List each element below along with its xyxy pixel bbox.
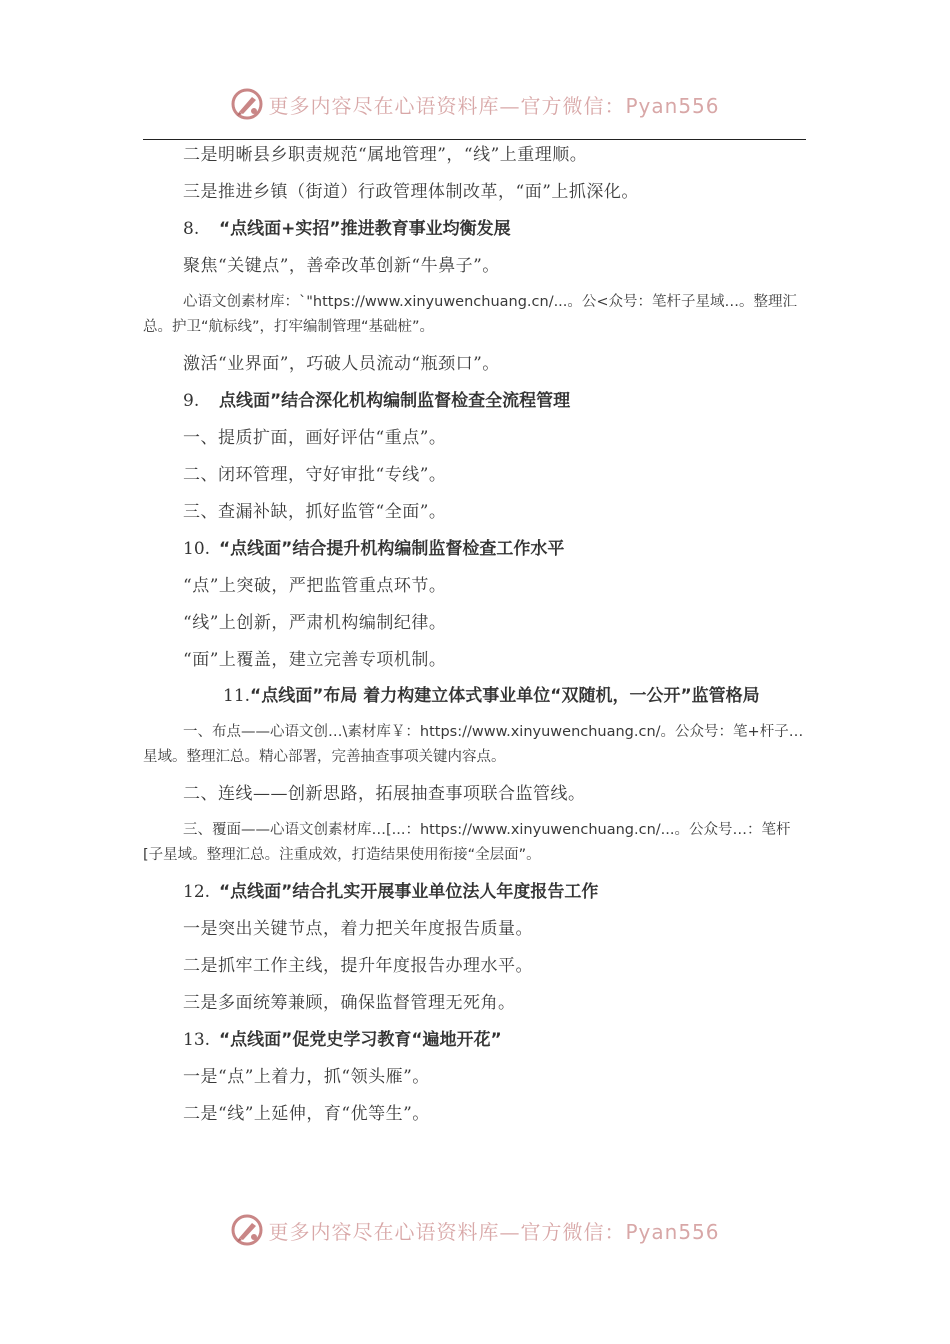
header-divider <box>143 139 806 140</box>
footer-banner <box>0 1210 950 1250</box>
paragraph: 一、提质扩面，画好评估“重点”。 <box>183 428 447 448</box>
paragraph: 三是推进乡镇（街道）行政管理体制改革，“面”上抓深化。 <box>183 182 639 202</box>
paragraph: 一是“点”上着力，抓“领头雁”。 <box>183 1067 430 1087</box>
paragraph: 二是明晰县乡职责规范“属地管理”，“线”上重理顺。 <box>183 145 588 165</box>
pen-seal-logo-icon <box>230 1213 264 1247</box>
paragraph: 三是多面统筹兼顾，确保监督管理无死角。 <box>183 993 516 1013</box>
header-banner <box>0 84 950 124</box>
watermark-paragraph: 一、布点——心语文创…\素材库￥：https://www.xinyuwenchuang.cn/。公众号：笔+杆子…星域。整理汇总。精心部署，完善抽查事项关键内容点。 <box>143 724 804 765</box>
watermark-paragraph: 三、覆面——心语文创素材库…[...：https://www.xinyuwenchuang.cn/...。公众号…：笔杆[子星域。整理汇总。注重成效，打造结果使用衔接“全层面”。 <box>143 822 791 863</box>
paragraph: 二是抓牢工作主线，提升年度报告办理水平。 <box>183 956 533 976</box>
paragraph: 二是“线”上延伸，育“优等生”。 <box>183 1104 430 1124</box>
pen-seal-logo-icon <box>230 87 264 121</box>
watermark-paragraph: 心语文创素材库：`"https://www.xinyuwenchuang.cn/...。公<众号：笔杆子星域…。整理汇总。护卫“航标线”，打牢编制管理“基础桩”。 <box>143 294 798 335</box>
paragraph: “点”上突破，严把监管重点环节。 <box>183 576 447 596</box>
paragraph: “线”上创新，严肃机构编制纪律。 <box>183 613 447 633</box>
section-heading: 9. 点线面”结合深化机构编制监督检查全流程管理 <box>183 391 571 411</box>
banner-text: 更多内容尽在心语资料库—官方微信：Pyan556 <box>268 93 720 118</box>
paragraph: 激活“业界面”，巧破人员流动“瓶颈口”。 <box>183 354 500 374</box>
banner-text: 更多内容尽在心语资料库—官方微信：Pyan556 <box>268 1219 720 1244</box>
paragraph: 一是突出关键节点，着力把关年度报告质量。 <box>183 919 533 939</box>
section-heading: 10. “点线面”结合提升机构编制监督检查工作水平 <box>183 539 565 559</box>
paragraph: 二、闭环管理，守好审批“专线”。 <box>183 465 447 485</box>
paragraph: 三、查漏补缺，抓好监管“全面”。 <box>183 502 447 522</box>
paragraph: 二、连线——创新思路，拓展抽查事项联合监管线。 <box>183 784 586 804</box>
section-heading: 12. “点线面”结合扎实开展事业单位法人年度报告工作 <box>183 882 599 902</box>
section-heading: 8. “点线面+实招”推进教育事业均衡发展 <box>183 219 511 239</box>
paragraph: 聚焦“关键点”，善牵改革创新“牛鼻子”。 <box>183 256 500 276</box>
document-body <box>143 142 806 1138</box>
section-heading: 11.“点线面”布局 着力构建立体式事业单位“双随机，一公开”监管格局 <box>223 686 760 706</box>
section-heading: 13. “点线面”促党史学习教育“遍地开花” <box>183 1030 502 1050</box>
paragraph: “面”上覆盖，建立完善专项机制。 <box>183 650 447 670</box>
